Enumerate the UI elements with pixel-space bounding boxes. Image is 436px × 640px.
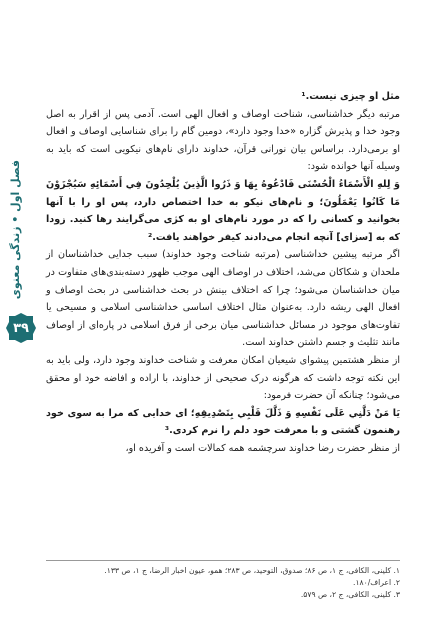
footnote-1: ۱. کلینی، الکافی، ج ۱، ص ۸۶؛ صدوق، التوحید، ص ۲۸۳؛ همو، عیون اخبار الرضا، ج ۱، ص ۱۳۳. — [104, 566, 400, 575]
paragraph-6: از منظر حضرت رضا خداوند سرچشمه همه کمالات است و آفریده او، — [125, 442, 400, 454]
paragraph-0: مثل او چیزی نیست.¹ — [301, 91, 400, 102]
footnote-2: ۲. اعراف/۱۸۰. — [353, 578, 400, 587]
paragraph-1: مرتبه دیگر خداشناسی، شناخت اوصاف و افعال الهی است. آدمی پس از اقرار به اصل وجود خدا و پذیرش گزاره «خدا وجود دارد»، دومین گام را برای شناسایی اوصاف و افعال او برمی‌دارد. براساس بیان نورانی قرآن، خداوند دارای نام‌های نیکویی است که باید به وسیله آنها خوانده شود: — [46, 108, 400, 173]
chapter-side-title-text: فصل اول • زندگی معنوی — [8, 160, 22, 300]
paragraph-3: اگر مرتبه پیشین خداشناسی (مرتبه شناخت وجود خداوند) سبب جدایی خداشناسان از ملحدان و شکاکان می‌شد، اختلاف در اوصاف الهی موجب ظهور دسته‌بندی‌های متفاوت در میان خداشناسان می‌شود؛ چرا که اختلاف بینش در بحث خداشناسی در بحث اوصاف و افعال الهی ریشه دارد. به‌عنوان مثال اختلاف اساسی خداشناسی اسلامی و مسیحی یا تفاوت‌های موجود در مسائل خداشناسی میان برخی از فرق اسلامی در پاره‌ای از اوصاف مانند تثلیث و جسم داشتن خداوند است. — [46, 249, 400, 349]
page-number-badge — [5, 312, 37, 344]
footnotes — [46, 560, 400, 601]
quran-quote: وَ لِلهِ الْأَسْمَاءُ الْحُسْنَى فَادْعُوهُ بِهَا وَ ذَرُوا الَّذِينَ يُلْحِدُونَ فِي أَسْمَائِهِ سَيُجْزَوْنَ مَا كَانُوا يَعْمَلُونَ؛ و نام‌های نیکو به خدا اختصاص دارد، پس او را با آنها بخوانید و کسانی را که در مورد نام‌های او به کژی می‌گرایند رها کنید. زودا که به [سزای] آنچه انجام می‌دادند کیفر خواهند یافت.² — [46, 178, 400, 243]
paragraph-4: از منظر هشتمین پیشوای شیعیان امکان معرفت و شناخت خداوند وجود دارد، ولی باید به این نکته توجه داشت که هرگونه درک صحیحی از خداوند، با اراده و افاضه خود او محقق می‌شود؛ چنانکه آن حضرت فرمود: — [46, 354, 400, 402]
chapter-side-title — [4, 150, 26, 310]
hadith-quote: يَا مَنْ دَلَّنِي عَلَى نَفْسِهِ وَ ذَلَّلَ قَلْبِي بِتَصْدِيقِهِ؛ ای خدایی که مرا به سوی خود رهنمون گشتی و با معرفت خود دلم را نرم کردی.³ — [46, 407, 400, 437]
page-number: ۳۹ — [13, 320, 29, 336]
main-text — [46, 88, 400, 457]
footnote-3: ۳. کلینی، الکافی، ج ۲، ص ۵۷۹. — [300, 590, 400, 599]
